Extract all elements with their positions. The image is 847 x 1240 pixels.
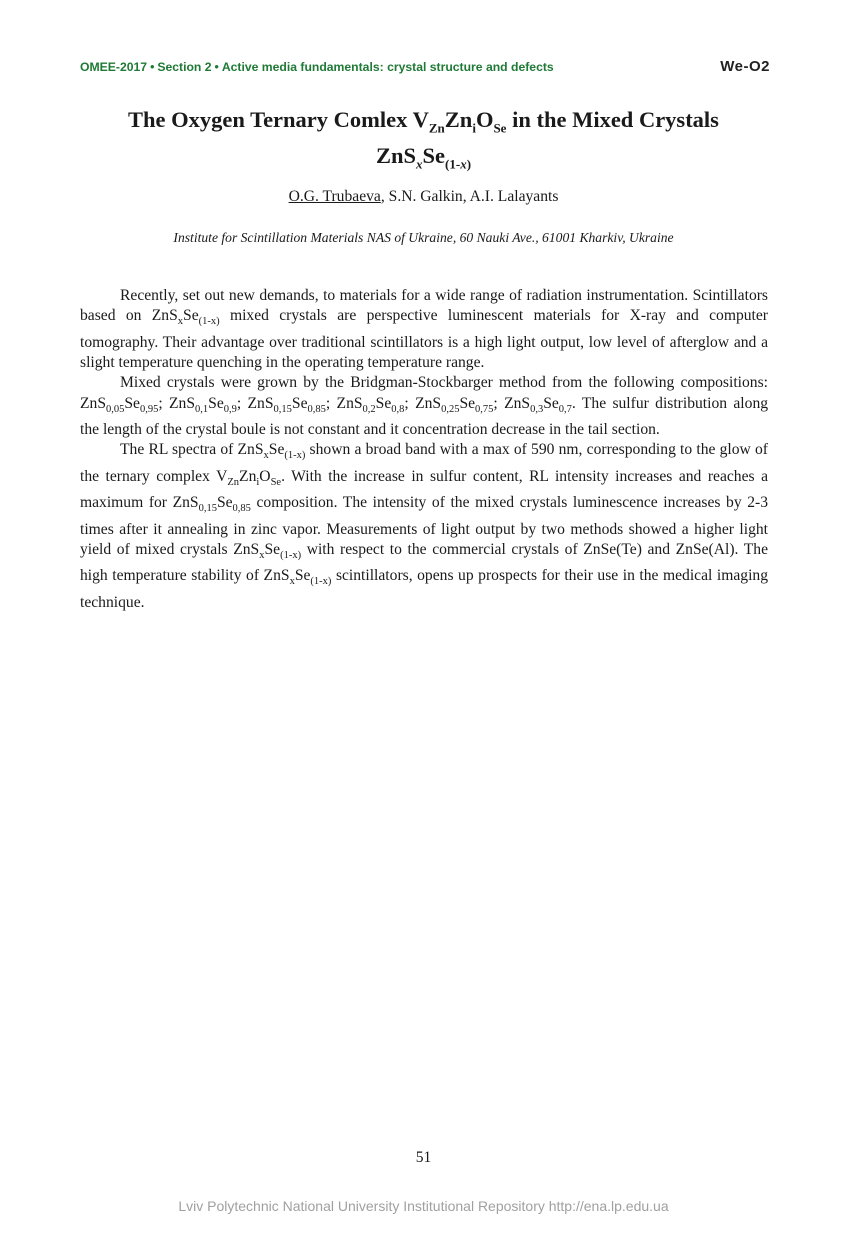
paragraph-2: Mixed crystals were grown by the Bridgman-Stockbarger method from the following compositions: $ZnS_{0,05}Se_{0,95}$; $ZnS_{0,1}Se_{0,9}$; $ZnS_{0,15}Se_{0,85}$; $ZnS_{0,2}Se_{0,8}$; $ZnS_{0,25}Se_{0,75}$; $ZnS_{0,3}Se_{0,7}$. The sulfur distribution along the length of the crystal boule is not constant and it concentration decrease in the tail section. — [80, 374, 769, 438]
header-conference: OMEE-2017 — [80, 60, 148, 74]
paragraph-3: The RL spectra of $ZnS_xSe_{(1-x)}$ shown a broad band with a max of 590 nm, corresponding to the glow of the ternary complex $V_{Zn}Zn_iO_{Se}$. With the increase in sulfur content, RL intensity increases and reaches a maximum for $ZnS_{0,15}Se_{0,85}$ composition. The intensity of the mixed crystals luminescence increases by 2-3 times after it annealing in zinc vapor. Measurements of light output by two methods showed a higher light yield of mixed crystals $ZnS_xSe_{(1-x)}$ with respect to the commercial crystals of ZnSe(Te) and ZnSe(Al). The high temperature stability of $ZnS_xSe_{(1-x)}$ scintillators, opens up prospects for their use in the medical imaging technique. — [80, 441, 769, 611]
paragraph-1: Recently, set out new demands, to materials for a wide range of radiation instrumentation. Scintillators based on $ZnS_xSe_{(1-x)}$ mixed crystals are perspective luminescent materials for X-ray and computer tomography. Their advantage over traditional scintillators is a high light output, low level of afterglow and a slight temperature quenching in the operating temperature range. — [80, 287, 769, 371]
paper-title: The Oxygen Ternary Comlex $V_{Zn}Zn_iO_{Se}$ in the Mixed Crystals $ZnS_xSe_{(1-x)}$ — [128, 107, 719, 171]
author-list — [80, 188, 767, 206]
composition-list — [80, 394, 576, 415]
header-separator: • — [150, 60, 155, 74]
abstract-body — [80, 286, 768, 613]
composition-item: $ZnS_{0,15}Se_{0,85}$; — [247, 394, 337, 415]
composition-item: $ZnS_{0,3}Se_{0,7}$. — [504, 394, 576, 415]
header-separator: • — [214, 60, 219, 74]
page-number: 51 — [415, 1149, 432, 1166]
co-authors: , S.N. Galkin, A.I. Lalayants — [380, 188, 559, 205]
header-section: Section 2 — [157, 60, 212, 74]
composition-item: $ZnS_{0,2}Se_{0,8}$; — [336, 394, 416, 415]
header-topic: Active media fundamentals: crystal structure and defects — [221, 60, 554, 74]
composition-item: $ZnS_{0,05}Se_{0,95}$; — [80, 394, 170, 415]
header-section-info — [80, 60, 554, 74]
composition-item: $ZnS_{0,25}Se_{0,75}$; — [415, 394, 505, 415]
composition-item: $ZnS_{0,1}Se_{0,9}$; — [169, 394, 248, 415]
header-session-code: We-O2 — [720, 58, 770, 75]
affiliation: Institute for Scintillation Materials NAS of Ukraine, 60 Nauki Ave., 61001 Kharkiv, Ukraine — [173, 230, 674, 245]
presenting-author: O.G. Trubaeva — [288, 188, 381, 205]
running-header — [80, 58, 770, 78]
repository-footer: Lviv Polytechnic National University Institutional Repository http://ena.lp.edu.ua — [178, 1198, 669, 1214]
